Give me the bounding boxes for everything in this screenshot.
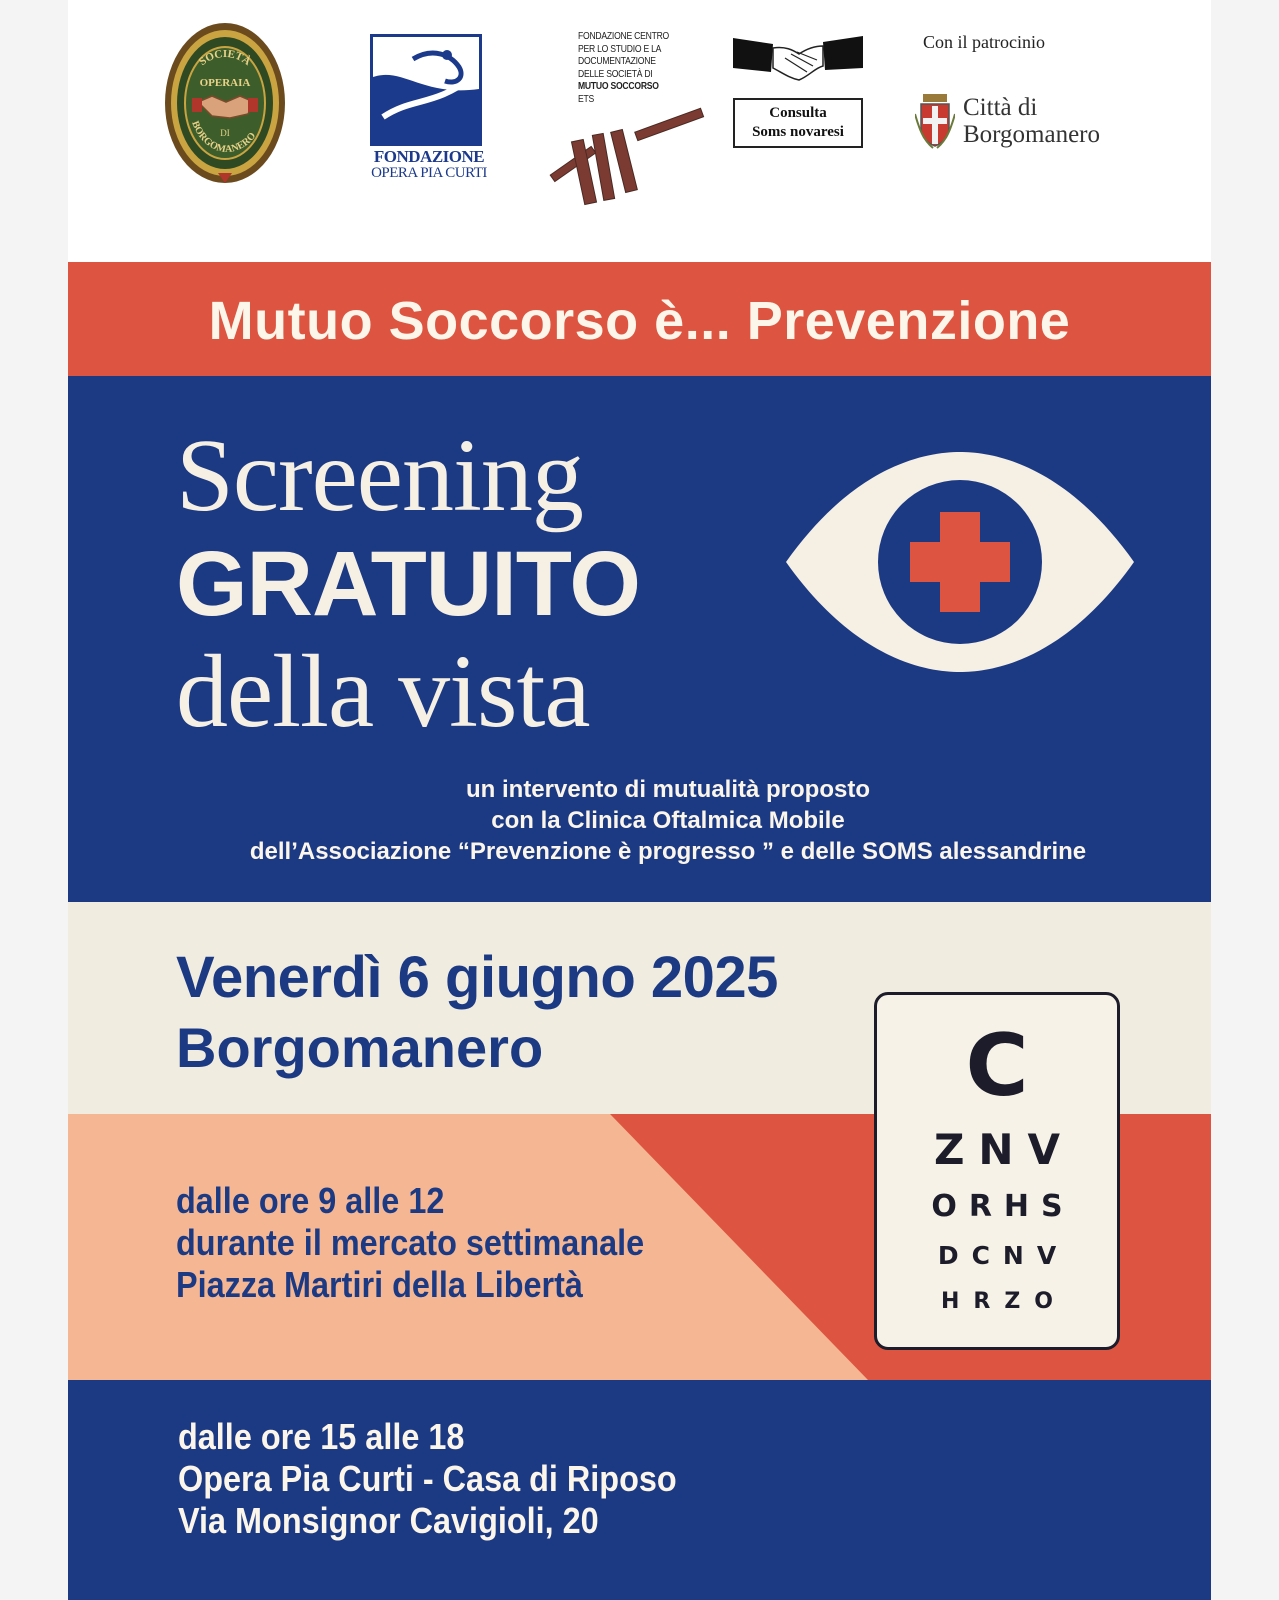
fondazione-opera-pia-curti-logo <box>370 34 488 190</box>
city-line1: Città di <box>963 94 1038 121</box>
headline <box>176 418 640 749</box>
fondazione-centro-line: DOCUMENTAZIONE <box>578 55 656 67</box>
subtext <box>128 774 1208 867</box>
morning-info <box>176 1180 696 1306</box>
morning-place: Piazza Martiri della Libertà <box>176 1264 583 1305</box>
headline-band <box>68 376 1211 902</box>
emblem-bottom-text: BORGOMANERO <box>189 119 259 156</box>
eye-chart-row: HRZO <box>940 1289 1067 1314</box>
fondazione-centro-graphic <box>548 100 708 210</box>
headline-line3: della vista <box>176 634 590 749</box>
borgomanero-crest-icon <box>915 94 955 150</box>
poster <box>68 0 1211 1600</box>
motto-title: Mutuo Soccorso è... Prevenzione <box>208 291 1071 351</box>
eye-medical-cross-icon <box>784 452 1136 672</box>
fondazione-curti-line1: FONDAZIONE <box>373 147 485 166</box>
afternoon-time: dalle ore 15 alle 18 <box>178 1416 465 1457</box>
afternoon-info <box>178 1416 732 1542</box>
fondazione-centro-bold: MUTUO SOCCORSO <box>578 80 659 92</box>
eye-chart-card <box>874 992 1120 1350</box>
patrocinio-block <box>913 30 1143 160</box>
event-city: Borgomanero <box>176 1016 544 1079</box>
eye-chart-row: DCNV <box>937 1241 1070 1270</box>
afternoon-address: Via Monsignor Cavigioli, 20 <box>178 1500 599 1541</box>
fondazione-centro-line: FONDAZIONE CENTRO <box>578 30 670 42</box>
subtext-line: dell’Associazione “Prevenzione è progresso ” e delle SOMS alessandrine <box>249 838 1087 865</box>
subtext-line: un intervento di mutualità proposto <box>466 776 870 803</box>
event-date: Venerdì 6 giugno 2025 <box>176 945 778 1010</box>
logo-strip <box>68 0 1211 262</box>
headline-line2: GRATUITO <box>176 533 640 635</box>
consulta-line2: Soms novaresi <box>752 124 844 140</box>
eye-chart-row: ZNV <box>933 1125 1075 1174</box>
city-line2: Borgomanero <box>963 121 1101 148</box>
fondazione-centro-studio-logo <box>548 30 708 210</box>
emblem-top-text: SOCIETÀ <box>196 47 253 69</box>
afternoon-band <box>68 1380 1211 1600</box>
patrocinio-label: Con il patrocinio <box>923 32 1045 52</box>
eye-chart-row: C <box>965 1016 1029 1116</box>
consulta-soms-novaresi-logo <box>733 32 865 150</box>
handshake-icon <box>733 32 863 88</box>
morning-context: durante il mercato settimanale <box>176 1222 645 1263</box>
emblem-low-text: DI <box>220 128 230 138</box>
fondazione-centro-suffix: ETS <box>578 92 595 105</box>
consulta-line1: Consulta <box>769 105 827 121</box>
fondazione-curti-line2: OPERA PIA CURTI <box>371 165 487 181</box>
fondazione-centro-line: PER LO STUDIO E LA <box>578 42 662 55</box>
motto-band <box>68 262 1211 376</box>
soms-borgomanero-emblem <box>160 18 290 188</box>
morning-time: dalle ore 9 alle 12 <box>176 1180 445 1221</box>
fondazione-centro-line: DELLE SOCIETÀ DI <box>578 67 653 80</box>
emblem-mid-text: OPERAIA <box>199 77 251 89</box>
afternoon-place: Opera Pia Curti - Casa di Riposo <box>178 1458 677 1499</box>
headline-line1: Screening <box>176 418 583 533</box>
eye-chart-row: ORHS <box>931 1189 1075 1224</box>
subtext-line: con la Clinica Oftalmica Mobile <box>491 807 845 834</box>
